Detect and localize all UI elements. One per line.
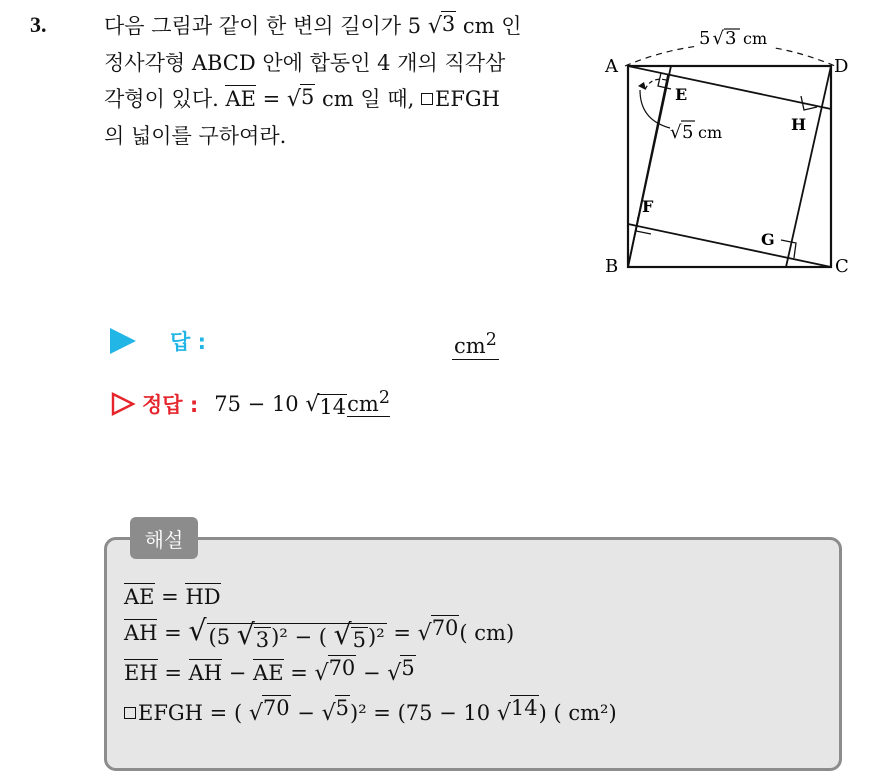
quadrilateral-symbol [124,707,136,719]
problem-text [104,8,584,154]
quadrilateral-symbol [421,93,433,105]
vertex-d: D [834,56,849,77]
vertex-c: C [835,256,849,277]
vertex-h: H [791,115,807,134]
vertex-g: G [761,230,775,249]
solution-tag: 해설 [130,517,198,559]
side-length-label: 5 √ [699,28,724,49]
problem-number: 3. [30,12,47,37]
solution-line-2: AH = √ (5 √ 3 )² − ( √ 5 )² = √ 70 ( cm) [124,614,515,652]
solution-line-1: AE = HD [124,585,221,609]
correct-value: 75 − 10 √ 14 $cm^2$ [214,388,390,419]
geometry-figure [600,20,860,280]
correct-label: 정답 : [142,392,199,417]
problem-line-1: 다음 그림과 같이 한 변의 길이가 5 √ 3 cm 인 [104,12,522,39]
answer-arrow-icon [110,328,136,354]
side-length-unit: cm [743,29,768,48]
correct-answer-row [110,388,390,419]
answer-blank[interactable]: $cm^2$ [454,330,497,358]
vertex-a: A [605,56,618,77]
ae-radicand: 5 [682,122,694,143]
problem-line-2: 정사각형 ABCD 안에 합동인 4 개의 직각삼 [104,51,506,75]
ae-length-label: √ [670,122,682,143]
answer-label: 답 : [170,330,206,354]
solution-line-4: EFGH = ( √ 70 − √ 5 )² = (75 − 10 √ 14 ) ( cm²) [124,692,617,732]
solution-line-3: EH = AH − AE = √ 70 − √ 5 [124,656,415,686]
vertex-f: F [642,197,654,216]
vertex-b: B [605,256,619,277]
correct-arrow-icon [110,391,136,417]
vertex-e: E [675,85,688,104]
answer-row [110,326,206,356]
ae-unit: cm [698,123,723,142]
problem-line-4: 의 넓이를 구하여라. [104,124,287,148]
solution-lines [124,576,617,732]
side-length-radicand: 3 [725,28,737,49]
problem-line-3: 각형이 있다. AE = √ 5 cm 일 때, EFGH [104,85,500,112]
